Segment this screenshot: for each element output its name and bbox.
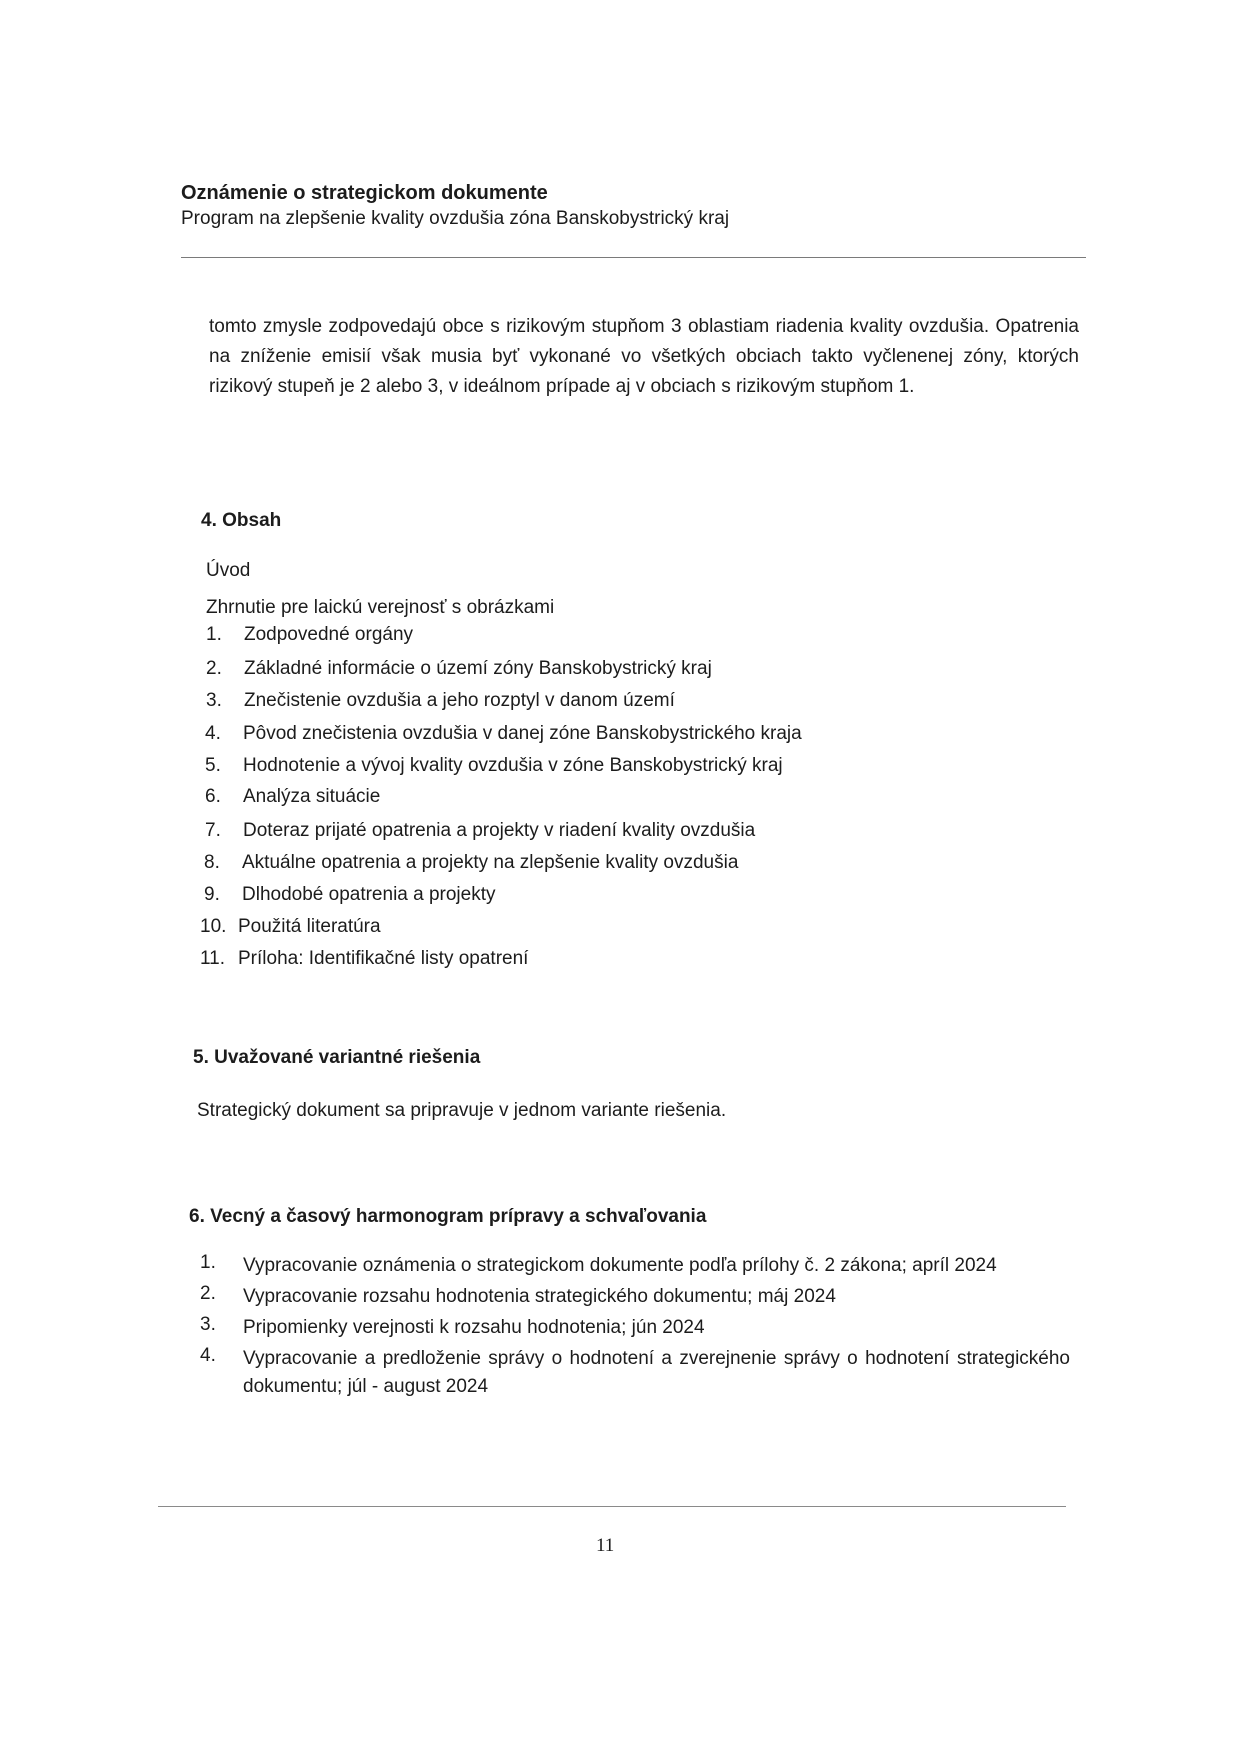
footer-divider [158,1506,1066,1507]
toc-uvod: Úvod [206,560,251,581]
toc-item-number: 4. [205,723,221,744]
header-subtitle: Program na zlepšenie kvality ovzdušia zóna Banskobystrický kraj [181,208,730,229]
schedule-item [200,1345,1070,1401]
toc-item-number: 10. [200,916,227,937]
toc-item-label: Dlhodobé opatrenia a projekty [242,884,496,905]
toc-item-label: Doteraz prijaté opatrenia a projekty v riadení kvality ovzdušia [243,820,756,841]
toc-item-number: 11. [200,948,226,969]
toc-item-label: Základné informácie o území zóny Banskobystrický kraj [244,658,712,679]
toc-item-number: 1. [206,624,222,645]
toc-item-number: 7. [205,820,221,841]
toc-item-label: Pôvod znečistenia ovzdušia v danej zóne Banskobystrického kraja [243,723,802,744]
toc-item-label: Zodpovedné orgány [244,624,414,645]
schedule-list [200,1252,1070,1404]
section-5-heading: 5. Uvažované variantné riešenia [193,1047,481,1068]
toc-item-label: Aktuálne opatrenia a projekty na zlepšenie kvality ovzdušia [242,852,739,873]
toc-item-number: 5. [205,755,221,776]
toc-summary: Zhrnutie pre laickú verejnosť s obrázkami [206,597,555,618]
schedule-item-text: Vypracovanie rozsahu hodnotenia strategického dokumentu; máj 2024 [243,1286,836,1307]
toc-item-number: 2. [206,658,222,679]
schedule-item [200,1283,1070,1311]
toc-item-label: Analýza situácie [243,786,381,807]
schedule-item-text: Vypracovanie oznámenia o strategickom dokumente podľa prílohy č. 2 zákona; apríl 2024 [243,1255,997,1276]
schedule-item-text: Pripomienky verejnosti k rozsahu hodnotenia; jún 2024 [243,1317,705,1338]
schedule-item-number: 2. [200,1283,216,1304]
intro-paragraph: tomto zmysle zodpovedajú obce s rizikovým stupňom 3 oblastiam riadenia kvality ovzdušia. Opatrenia na zníženie emisií však musia byť vykonané vo všetkých obciach takto vyčlenenej zóny, ktorých rizikový stupeň je 2 alebo 3, v ideálnom prípade aj v obciach s rizikovým stupňom 1. [209,316,1079,397]
section-5-text: Strategický dokument sa pripravuje v jednom variante riešenia. [197,1100,727,1121]
toc-item-number: 9. [204,884,220,905]
section-6-heading: 6. Vecný a časový harmonogram prípravy a schvaľovania [189,1206,707,1227]
toc-item-label: Hodnotenie a vývoj kvality ovzdušia v zóne Banskobystrický kraj [243,755,783,776]
schedule-item [200,1252,1070,1280]
toc-item-label: Použitá literatúra [238,916,381,937]
toc-item-number: 8. [204,852,220,873]
toc-item-label: Znečistenie ovzdušia a jeho rozptyl v danom území [244,690,675,711]
schedule-item-number: 4. [200,1345,216,1366]
toc-item-number: 3. [206,690,222,711]
header-divider [181,257,1086,258]
schedule-item-number: 3. [200,1314,216,1335]
schedule-item-text: Vypracovanie a predloženie správy o hodnotení a zverejnenie správy o hodnotení strategického dokumentu; júl - august 2024 [243,1348,1070,1397]
toc-item-label: Príloha: Identifikačné listy opatrení [238,948,529,969]
toc-item-number: 6. [205,786,221,807]
page-number: 11 [596,1535,615,1556]
section-4-heading: 4. Obsah [201,510,282,531]
schedule-item-number: 1. [200,1252,216,1273]
schedule-item [200,1314,1070,1342]
header-title: Oznámenie o strategickom dokumente [181,182,548,204]
